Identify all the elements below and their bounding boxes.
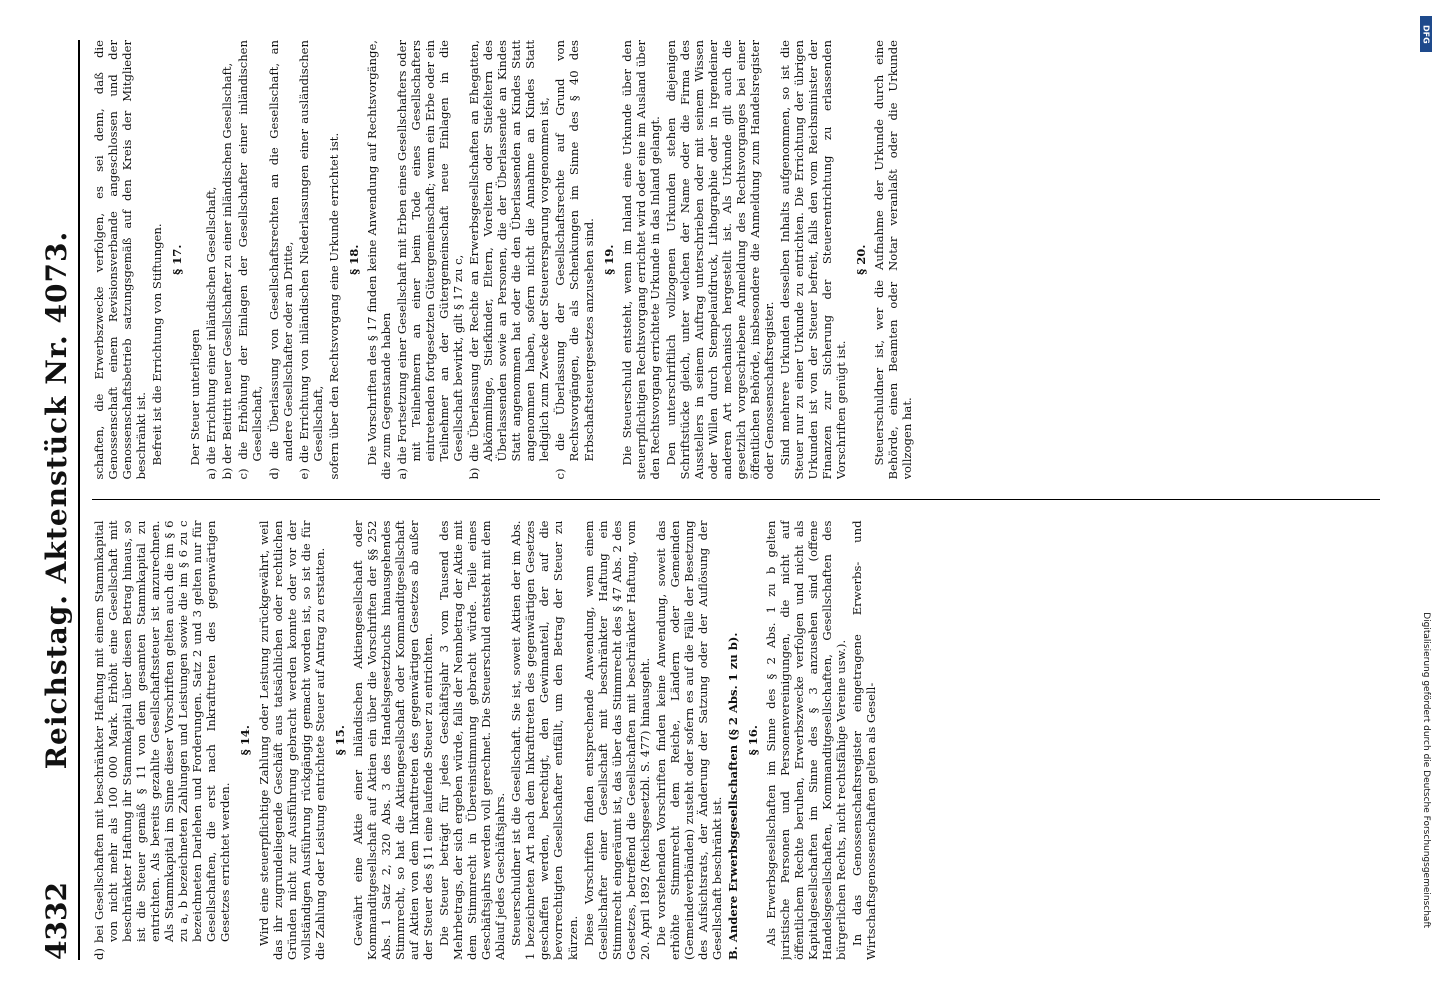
paragraph: Den unterschriftlich vollzogenen Urkunden stehen diejenigen Schriftstücke gleich, unter welchen der Name oder die Firma des Ausstellers in seinem Auftrag unterschrieben oder mit seinem Wissen oder Willen durch Stempelaufdruck, Lithographie oder in irgendeiner anderen Art mechanisch hergestellt ist. Als Urkunde gilt auch die gesetzlich vorgeschriebene Anmeldung des Rechtsvorganges bei einer öffentlichen Behörde, insbesondere die Anmeldung zum Handelsregister oder Genossenschaftsregister. <box>663 40 777 480</box>
text-columns <box>92 40 1380 960</box>
list-item: b) die Überlassung der Rechte an Erwerbsgesellschaften an Ehegatten, Abkömmlinge, Stiefkinder, Eltern, Voreltern oder Stiefeltern des Überlassenden sowie an Personen, die der Überlassende an Kindes Statt angenommen hat oder die den Überlassenden an Kindes Statt angenommen haben, sofern nicht die Annahme an Kindes Statt lediglich zum Zwecke der Steuerersparung vorgenommen ist, <box>467 40 552 480</box>
credit-text: Digitalisierung gefördert durch die Deutsche Forschungsgemeinschaft <box>1421 612 1431 928</box>
subsection-heading: B. Andere Erwerbsgesellschaften (§ 2 Abs. 1 zu b). <box>726 632 741 960</box>
paragraph: Die Steuerschuld entsteht, wenn im Inland eine Urkunde über den steuerpflichtigen Rechtsvorgang errichtet wird oder eine im Ausland über den Rechtsvorgang errichtete Urkunde in das Inland gelangt. <box>619 40 662 480</box>
running-title: Reichstag. Aktenstück Nr. 4073. <box>40 230 73 770</box>
section-heading: § 18. <box>346 244 361 275</box>
paragraph: d) bei Gesellschaften mit beschränkter Haftung mit einem Stammkapital von nicht mehr als 100 000 Mark. Erhöht eine Gesellschaft mit beschränkter Haftung ihr Stammkapital über diesen Betrag hinaus, so ist die Steuer gemäß § 11 von dem gesamten Stammkapital zu entrichten. Als bereits gezahlte Gesellschaftssteuer ist anzurechnen. Als Stammkapital im Sinne dieser Vorschriften gelten auch die im § 6 zu a, b bezeichneten Zahlungen und Leistungen sowie die im § 6 zu c bezeichneten Darlehen und Forderungen. Satz 2 und 3 gelten nur für Gesellschaften, die erst nach Inkrafttreten des gegenwärtigen Gesetzes errichtet werden. <box>92 520 233 960</box>
paragraph: In das Genossenschaftsregister eingetragene Erwerbs- und Wirtschaftsgenossenschaften gelten als Gesell- <box>850 520 879 960</box>
paragraph: Der Steuer unterliegen <box>188 329 203 466</box>
paragraph: Als Erwerbsgesellschaften im Sinne des § 2 Abs. 1 zu b gelten juristische Personen und Personenvereinigungen, die nicht auf öffentlichem Rechte beruhen, Erwerbszwecke verfolgen und nicht als Kapitalgesellschaften im Sinne des § 3 anzusehen sind (offene Handelsgesellschaften, Kommanditgesellschaften, Gesellschaften des bürgerlichen Rechts, nicht rechtsfähige Vereine usw.). <box>764 520 849 960</box>
section-heading: § 20. <box>854 244 869 275</box>
list-item: a) die Errichtung einer inländischen Gesellschaft, <box>204 186 219 480</box>
page-header <box>40 40 72 960</box>
digitization-credit <box>1420 8 1432 1000</box>
column-left <box>92 521 1380 961</box>
list-item: c) die Überlassung der Gesellschaftsrechte auf Grund von Rechtsvorgängen, die als Schenkungen im Sinne des § 40 des Erbschaftsteuergesetzes anzusehen sind. <box>553 40 596 480</box>
list-item: a) die Fortsetzung einer Gesellschaft mit Erben eines Gesellschafters oder mit Teilnehmern an einer beim Tode eines Gesellschafters eintretenden fortgesetzten Gütergemeinschaft; wenn ein Erbe oder ein Teilnehmer an der Gütergemeinschaft neue Einlagen in die Gesellschaft bewirkt, gilt § 17 zu c, <box>394 40 466 480</box>
paragraph: Diese Vorschriften finden entsprechende Anwendung, wenn einem Gesellschafter einer Gesellschaft mit beschränkter Haftung ein Stimmrecht eingeräumt ist, das über das Stimmrecht des § 47 Abs. 2 des Gesetzes, betreffend die Gesellschaften mit beschränkter Haftung, vom 20. April 1892 (Reichsgesetzbl. S. 477) hinausgeht. <box>581 520 652 960</box>
list-item: d) die Überlassung von Gesellschaftsrechten an die Gesellschaft, an andere Gesellschafter oder an Dritte, <box>266 40 295 480</box>
paragraph: Die Vorschriften des § 17 finden keine Anwendung auf Rechtsvorgänge, die zum Gegenstande haben <box>364 40 393 480</box>
section-heading: § 17. <box>170 244 185 275</box>
section-heading: § 15. <box>332 725 347 756</box>
paragraph: Steuerschuldner ist die Gesellschaft. Sie ist, soweit Aktien der im Abs. 1 bezeichneten Art nach dem Inkrafttreten des gegenwärtigen Gesetzes geschaffen werden, berechtigt, den Gewinnanteil, der auf die bevorrechtigten Gesellschafter entfällt, um den Betrag der Steuer zu kürzen. <box>509 520 580 960</box>
page-number: 4332 <box>40 882 73 960</box>
column-divider <box>92 500 1380 501</box>
section-heading: § 16. <box>746 725 761 756</box>
paragraph: schaften, die Erwerbszwecke verfolgen, es sei denn, daß die Genossenschaft einem Revisionsverbande angeschlossen und der Genossenschaftsbetrieb satzungsgemäß auf den Kreis der Mitglieder beschränkt ist. <box>92 40 149 480</box>
list-item: e) die Errichtung von inländischen Niederlassungen einer ausländischen Gesellschaft, <box>296 40 325 480</box>
paragraph: Wird eine steuerpflichtige Zahlung oder Leistung zurückgewährt, weil das ihr zugrundeliegende Geschäft aus tatsächlichen oder rechtlichen Gründen nicht zur Ausführung gebracht werden konnte oder vor der vollständigen Ausführung rückgängig gemacht worden ist, so ist die für die Zahlung oder Leistung entrichtete Steuer auf Antrag zu erstatten. <box>256 520 327 960</box>
paragraph: sofern über den Rechtsvorgang eine Urkunde errichtet ist. <box>326 132 341 480</box>
list-item: c) die Erhöhung der Einlagen der Gesellschafter einer inländischen Gesellschaft, <box>236 40 265 480</box>
dfg-logo: DFG <box>1420 16 1432 52</box>
section-heading: § 19. <box>601 244 616 275</box>
paragraph: Die vorstehenden Vorschriften finden keine Anwendung, soweit das erhöhte Stimmrecht dem Reiche, Ländern oder Gemeinden (Gemeindeverbänden) zusteht oder sofern es auf die Fälle der Besetzung des Aufsichtsrats, der Änderung der Satzung oder der Auflösung der Gesellschaft beschränkt ist. <box>653 520 724 960</box>
column-right <box>92 40 1380 480</box>
paragraph: Steuerschuldner ist, wer die Aufnahme der Urkunde durch eine Behörde, einen Beamten oder Notar veranlaßt oder die Urkunde vollzogen hat. <box>872 40 915 480</box>
paragraph: Sind mehrere Urkunden desselben Inhalts aufgenommen, so ist die Steuer nur zu einer Urkunde zu entrichten. Die Errichtung der übrigen Urkunden ist von der Steuer befreit, falls den vom Reichsminister der Finanzen zur Sicherung der Steuerentrichtung zu erlassenden Vorschriften genügt ist. <box>778 40 849 480</box>
section-heading: § 14. <box>238 725 253 756</box>
header-rule <box>78 40 80 960</box>
list-item: b) der Beitritt neuer Gesellschafter zu einer inländischen Gesellschaft, <box>220 62 235 480</box>
paragraph: Befreit ist die Errichtung von Stiftungen. <box>150 223 165 466</box>
paragraph: Gewährt eine Aktie einer inländischen Aktiengesellschaft oder Kommanditgesellschaft auf Aktien ein über die Vorschriften der §§ 252 Abs. 1 Satz 2, 320 Abs. 3 des Handelsgesetzbuchs hinausgehendes Stimmrecht, so hat die Aktiengesellschaft oder Kommanditgesellschaft auf Aktien von dem Inkrafttreten des gegenwärtigen Gesetzes ab außer der Steuer des § 11 eine laufende Steuer zu entrichten. <box>350 520 436 960</box>
paragraph: Die Steuer beträgt für jedes Geschäftsjahr 3 vom Tausend des Mehrbetrags, der sich ergeben würde, falls der Nennbetrag der Aktie mit dem Stimmrecht in Übereinstimmung gebracht würde. Teile eines Geschäftsjahrs werden voll gerechnet. Die Steuerschuld entsteht mit dem Ablauf jedes Geschäftsjahrs. <box>437 520 508 960</box>
